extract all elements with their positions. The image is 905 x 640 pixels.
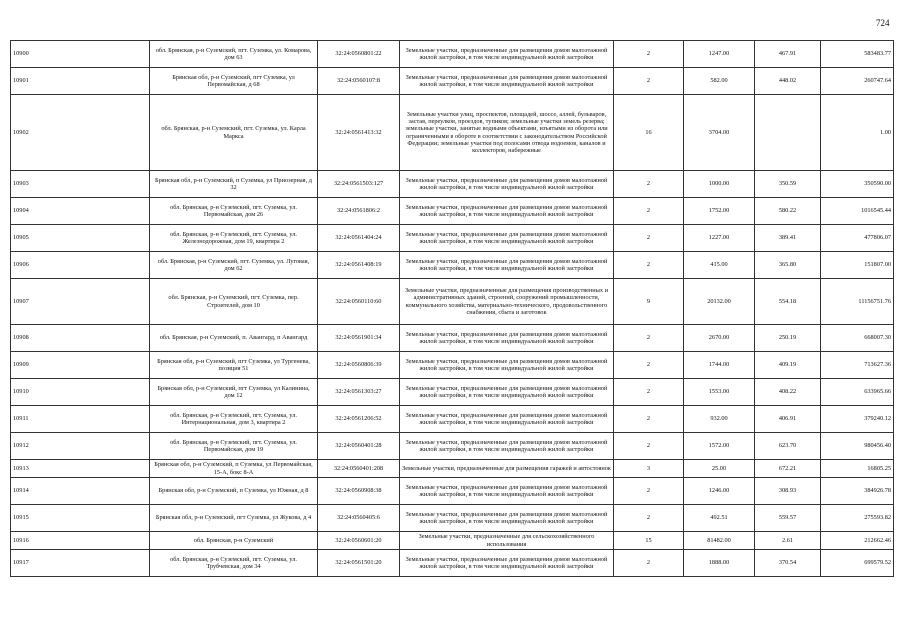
record-id-cell: 10911	[11, 406, 150, 433]
table-row	[11, 460, 894, 478]
area-cell: 1752.00	[684, 198, 755, 225]
page-number: 724	[876, 18, 890, 28]
table-row	[11, 352, 894, 379]
table-row	[11, 325, 894, 352]
unit-value-cell: 370.54	[755, 550, 821, 577]
group-number-cell: 16	[614, 95, 684, 171]
cadastral-number-cell: 32:24:0560908:38	[318, 478, 400, 505]
area-cell: 3704.00	[684, 95, 755, 171]
unit-value-cell: 623.70	[755, 433, 821, 460]
record-id-cell: 10913	[11, 460, 150, 478]
land-use-cell: Земельные участки, предназначенные для размещения домов малоэтажной жилой застройки, в том числе индивидуальной жилой застройки	[400, 550, 614, 577]
cadastral-value-cell: 151807.00	[821, 252, 894, 279]
group-number-cell: 2	[614, 225, 684, 252]
land-use-cell: Земельные участки, предназначенные для размещения домов малоэтажной жилой застройки, в том числе индивидуальной жилой застройки	[400, 225, 614, 252]
address-cell: Брянская обл, р-н Суземский, пгт Суземка, ул Калинина, дом 12	[150, 379, 318, 406]
table-row	[11, 95, 894, 171]
address-cell: обл. Брянская, р-н Суземский, пгт. Суземка, ул. Трубчевская, дом 34	[150, 550, 318, 577]
cadastral-value-cell: 713627.36	[821, 352, 894, 379]
area-cell: 582.00	[684, 68, 755, 95]
cadastral-number-cell: 32:24:0560405:6	[318, 505, 400, 532]
address-cell: Брянская обл, р-н Суземский, пгт Суземка, ул Тургенева, позиция 51	[150, 352, 318, 379]
cadastral-number-cell: 32:24:0561901:34	[318, 325, 400, 352]
group-number-cell: 2	[614, 198, 684, 225]
record-id-cell: 10917	[11, 550, 150, 577]
unit-value-cell: 554.18	[755, 279, 821, 325]
group-number-cell: 3	[614, 460, 684, 478]
land-use-cell: Земельные участки, предназначенные для размещения производственных и административных зданий, строений, сооружений промышленности, коммунального хозяйства, материально-технического, продовольственного снабжения, сбыта и заготовок	[400, 279, 614, 325]
cadastral-value-cell: 699579.52	[821, 550, 894, 577]
unit-value-cell: 250.19	[755, 325, 821, 352]
address-cell: Брянская обл, р-н Суземский, п Суземка, ул Южная, д 8	[150, 478, 318, 505]
unit-value-cell: 406.91	[755, 406, 821, 433]
unit-value-cell: 2.61	[755, 532, 821, 550]
address-cell: обл. Брянская, р-н Суземский, пгт. Суземка, ул. Карла Маркса	[150, 95, 318, 171]
address-cell: Брянская обл, р-н Суземский, пгт Суземка, ул Первомайская, д 68	[150, 68, 318, 95]
area-cell: 25.00	[684, 460, 755, 478]
cadastral-value-cell: 16805.25	[821, 460, 894, 478]
address-cell: Брянская обл, р-н Суземский, пгт Суземка, ул Жукова, д 4	[150, 505, 318, 532]
area-cell: 1000.00	[684, 171, 755, 198]
unit-value-cell: 409.19	[755, 352, 821, 379]
group-number-cell: 9	[614, 279, 684, 325]
table-row	[11, 505, 894, 532]
unit-value-cell: 389.41	[755, 225, 821, 252]
land-use-cell: Земельные участки, предназначенные для размещения домов малоэтажной жилой застройки, в том числе индивидуальной жилой застройки	[400, 325, 614, 352]
cadastral-number-cell: 32:24:0560110:60	[318, 279, 400, 325]
cadastral-value-cell: 384926.78	[821, 478, 894, 505]
record-id-cell: 10901	[11, 68, 150, 95]
area-cell: 1553.00	[684, 379, 755, 406]
cadastral-number-cell: 32:24:0560601:20	[318, 532, 400, 550]
area-cell: 1888.00	[684, 550, 755, 577]
record-id-cell: 10914	[11, 478, 150, 505]
record-id-cell: 10903	[11, 171, 150, 198]
cadastral-value-cell: 633965.66	[821, 379, 894, 406]
land-use-cell: Земельные участки, предназначенные для размещения домов малоэтажной жилой застройки, в том числе индивидуальной жилой застройки	[400, 352, 614, 379]
unit-value-cell: 448.02	[755, 68, 821, 95]
area-cell: 2670.00	[684, 325, 755, 352]
table-row	[11, 171, 894, 198]
unit-value-cell: 559.57	[755, 505, 821, 532]
group-number-cell: 2	[614, 379, 684, 406]
group-number-cell: 2	[614, 352, 684, 379]
record-id-cell: 10902	[11, 95, 150, 171]
address-cell: обл. Брянская, р-н Суземский, пгт. Суземка, ул. Интернациональная, дом 3, квартира 2	[150, 406, 318, 433]
land-use-cell: Земельные участки, предназначенные для размещения домов малоэтажной жилой застройки, в том числе индивидуальной жилой застройки	[400, 68, 614, 95]
cadastral-value-cell: 260747.64	[821, 68, 894, 95]
land-use-cell: Земельные участки, предназначенные для размещения гаражей и автостоянок	[400, 460, 614, 478]
land-use-cell: Земельные участки, предназначенные для размещения домов малоэтажной жилой застройки, в том числе индивидуальной жилой застройки	[400, 252, 614, 279]
address-cell: обл. Брянская, р-н Суземский, пгт. Суземка, ул. Комарова, дом 63	[150, 41, 318, 68]
record-id-cell: 10909	[11, 352, 150, 379]
table-row	[11, 198, 894, 225]
cadastral-number-cell: 32:24:0560107:8	[318, 68, 400, 95]
cadastral-value-cell: 379240.12	[821, 406, 894, 433]
area-cell: 1227.00	[684, 225, 755, 252]
cadastral-value-cell: 11156751.76	[821, 279, 894, 325]
land-use-cell: Земельные участки, предназначенные для размещения домов малоэтажной жилой застройки, в том числе индивидуальной жилой застройки	[400, 379, 614, 406]
unit-value-cell: 350.59	[755, 171, 821, 198]
cadastral-value-cell: 583483.77	[821, 41, 894, 68]
unit-value-cell: 672.21	[755, 460, 821, 478]
record-id-cell: 10905	[11, 225, 150, 252]
record-id-cell: 10912	[11, 433, 150, 460]
unit-value-cell	[755, 95, 821, 171]
area-cell: 1247.00	[684, 41, 755, 68]
table-row	[11, 550, 894, 577]
address-cell: обл. Брянская, р-н Суземский, пгт. Суземка, ул. Луговая, дом 62	[150, 252, 318, 279]
cadastral-number-cell: 32:24:0560401:28	[318, 433, 400, 460]
cadastral-value-cell: 1.00	[821, 95, 894, 171]
record-id-cell: 10907	[11, 279, 150, 325]
land-use-cell: Земельные участки, предназначенные для сельскохозяйственного использования	[400, 532, 614, 550]
area-cell: 492.51	[684, 505, 755, 532]
record-id-cell: 10904	[11, 198, 150, 225]
cadastral-number-cell: 32:24:0561413:32	[318, 95, 400, 171]
group-number-cell: 2	[614, 68, 684, 95]
group-number-cell: 2	[614, 406, 684, 433]
record-id-cell: 10900	[11, 41, 150, 68]
address-cell: обл. Брянская, р-н Суземский, пгт. Суземка, ул. Первомайская, дом 19	[150, 433, 318, 460]
group-number-cell: 2	[614, 550, 684, 577]
group-number-cell: 2	[614, 478, 684, 505]
table-row	[11, 225, 894, 252]
cadastral-number-cell: 32:24:0561408:19	[318, 252, 400, 279]
land-use-cell: Земельные участки, предназначенные для размещения домов малоэтажной жилой застройки, в том числе индивидуальной жилой застройки	[400, 478, 614, 505]
record-id-cell: 10906	[11, 252, 150, 279]
land-use-cell: Земельные участки, предназначенные для размещения домов малоэтажной жилой застройки, в том числе индивидуальной жилой застройки	[400, 198, 614, 225]
cadastral-number-cell: 32:24:0560806:39	[318, 352, 400, 379]
unit-value-cell: 308.93	[755, 478, 821, 505]
group-number-cell: 2	[614, 171, 684, 198]
cadastral-value-cell: 212662.46	[821, 532, 894, 550]
record-id-cell: 10915	[11, 505, 150, 532]
unit-value-cell: 467.91	[755, 41, 821, 68]
table-row	[11, 379, 894, 406]
table-row	[11, 406, 894, 433]
cadastral-number-cell: 32:24:0561501:20	[318, 550, 400, 577]
cadastral-number-cell: 32:24:0560401:208	[318, 460, 400, 478]
table-row	[11, 279, 894, 325]
land-use-cell: Земельные участки, предназначенные для размещения домов малоэтажной жилой застройки, в том числе индивидуальной жилой застройки	[400, 406, 614, 433]
record-id-cell: 10916	[11, 532, 150, 550]
cadastral-number-cell: 32:24:0561503:127	[318, 171, 400, 198]
land-use-cell: Земельные участки, предназначенные для размещения домов малоэтажной жилой застройки, в том числе индивидуальной жилой застройки	[400, 171, 614, 198]
cadastral-value-cell: 980456.40	[821, 433, 894, 460]
area-cell: 81482.00	[684, 532, 755, 550]
area-cell: 1744.00	[684, 352, 755, 379]
record-id-cell: 10908	[11, 325, 150, 352]
cadastral-number-cell: 32:24:0561206:52	[318, 406, 400, 433]
group-number-cell: 2	[614, 252, 684, 279]
table-row	[11, 478, 894, 505]
cadastral-value-cell: 668007.30	[821, 325, 894, 352]
area-cell: 932.00	[684, 406, 755, 433]
land-use-cell: Земельные участки улиц, проспектов, площадей, шоссе, аллей, бульваров, застав, переулков, проездов, тупиков; земельные участки земель резерва; земельные участки, занятые водными объектами, изъятыми из оборота или ограниченными в обороте в соответствии с законодательством Российской Федерации; земельные участки под полосами отвода водоемов, каналов и коллекторов, набережные	[400, 95, 614, 171]
table-row	[11, 41, 894, 68]
cadastral-number-cell: 32:24:0560801:22	[318, 41, 400, 68]
address-cell: обл. Брянская, р-н Суземский, пгт. Суземка, ул. Первомайская, дом 26	[150, 198, 318, 225]
address-cell: обл. Брянская, р-н Суземский, пгт. Суземка, пер. Строителей, дом 10	[150, 279, 318, 325]
area-cell: 415.00	[684, 252, 755, 279]
group-number-cell: 2	[614, 433, 684, 460]
record-id-cell: 10910	[11, 379, 150, 406]
cadastral-value-cell: 477806.07	[821, 225, 894, 252]
area-cell: 1246.00	[684, 478, 755, 505]
unit-value-cell: 580.22	[755, 198, 821, 225]
cadastral-value-cell: 1016545.44	[821, 198, 894, 225]
land-use-cell: Земельные участки, предназначенные для размещения домов малоэтажной жилой застройки, в том числе индивидуальной жилой застройки	[400, 505, 614, 532]
address-cell: обл. Брянская, р-н Суземский, пгт. Суземка, ул. Железнодорожная, дом 19, квартира 2	[150, 225, 318, 252]
address-cell: Брянская обл, р-н Суземский, п Суземка, ул Первомайская, 15-А, бокс 8-А	[150, 460, 318, 478]
unit-value-cell: 365.80	[755, 252, 821, 279]
table-row	[11, 433, 894, 460]
address-cell: обл. Брянская, р-н Суземский, п. Авангард, п Авангард	[150, 325, 318, 352]
cadastral-number-cell: 32:24:0561404:24	[318, 225, 400, 252]
group-number-cell: 2	[614, 325, 684, 352]
cadastral-number-cell: 32:24:0561303:27	[318, 379, 400, 406]
cadastral-number-cell: 32:24:0561806:2	[318, 198, 400, 225]
area-cell: 1572.00	[684, 433, 755, 460]
table-row	[11, 532, 894, 550]
table-body	[11, 41, 894, 577]
group-number-cell: 2	[614, 505, 684, 532]
area-cell: 20132.00	[684, 279, 755, 325]
cadastral-value-table	[10, 40, 894, 577]
group-number-cell: 15	[614, 532, 684, 550]
address-cell: обл. Брянская, р-н Суземский	[150, 532, 318, 550]
unit-value-cell: 408.22	[755, 379, 821, 406]
land-use-cell: Земельные участки, предназначенные для размещения домов малоэтажной жилой застройки, в том числе индивидуальной жилой застройки	[400, 41, 614, 68]
cadastral-value-cell: 275593.82	[821, 505, 894, 532]
cadastral-value-cell: 350590.00	[821, 171, 894, 198]
table-row	[11, 252, 894, 279]
table-row	[11, 68, 894, 95]
group-number-cell: 2	[614, 41, 684, 68]
land-use-cell: Земельные участки, предназначенные для размещения домов малоэтажной жилой застройки, в том числе индивидуальной жилой застройки	[400, 433, 614, 460]
address-cell: Брянская обл, р-н Суземский, п Суземка, ул Приозерная, д 32	[150, 171, 318, 198]
